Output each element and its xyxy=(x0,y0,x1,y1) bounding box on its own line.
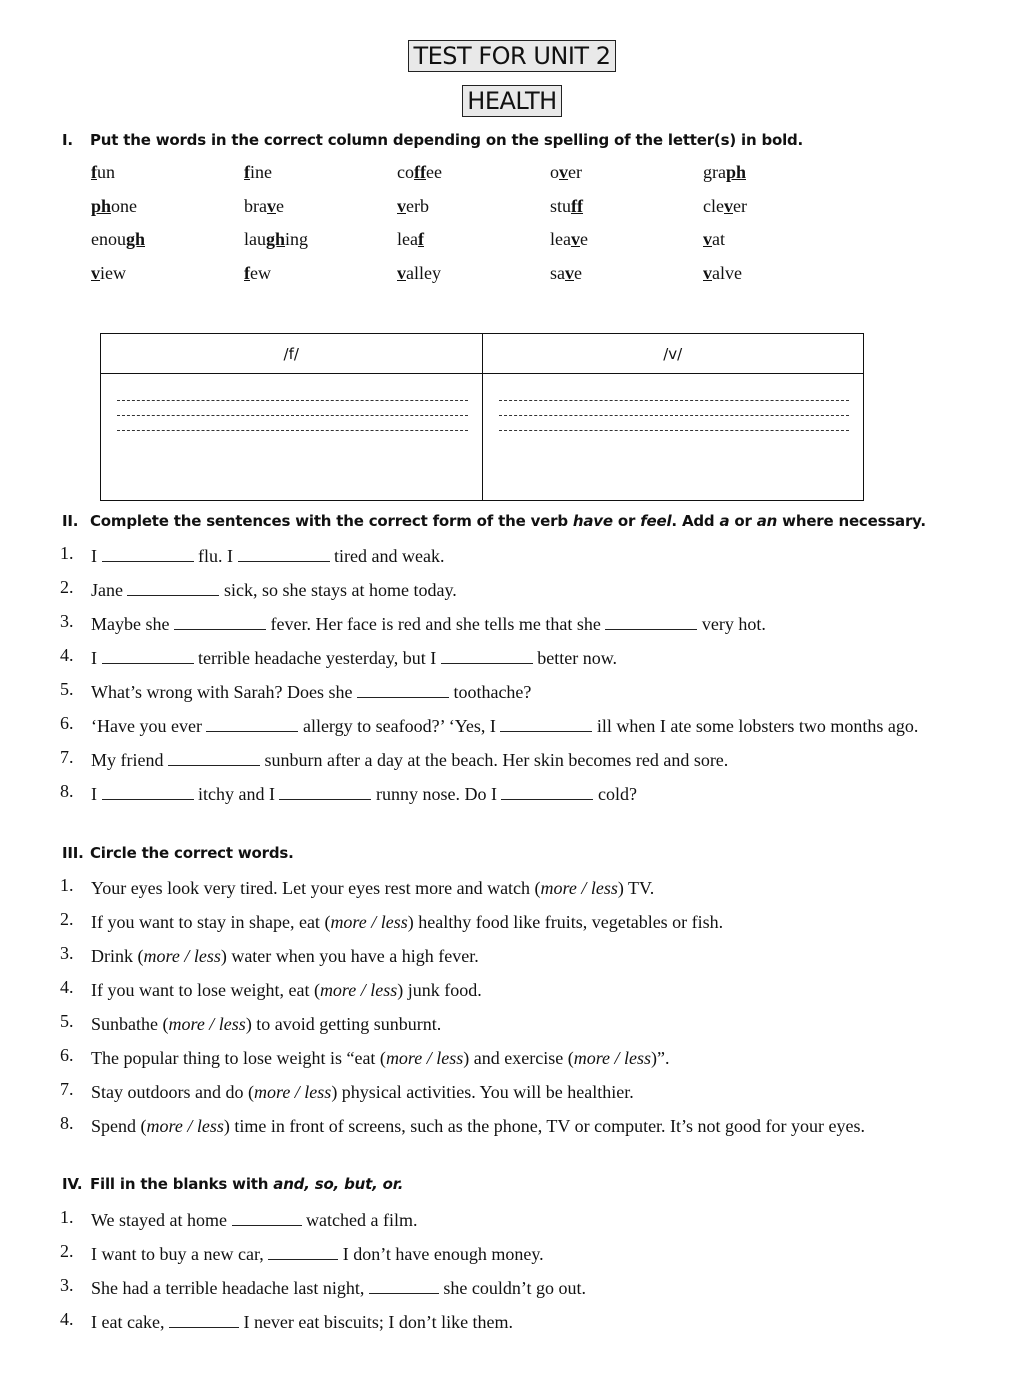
answer-blank[interactable] xyxy=(232,1213,302,1226)
item-text-fragment: I eat cake, xyxy=(91,1312,169,1332)
word-suffix: ing xyxy=(285,229,309,249)
word-bold-letters: gh xyxy=(266,229,286,249)
word-suffix: ine xyxy=(250,162,272,182)
item-text xyxy=(91,977,950,1003)
article-a: a xyxy=(719,512,730,530)
instruction-mid: . Add xyxy=(671,512,720,530)
word-prefix: bra xyxy=(244,195,267,216)
item-text-fragment: watched a film. xyxy=(306,1210,418,1230)
word-prefix: lea xyxy=(397,229,418,249)
item-text-fragment: Stay outdoors and do ( xyxy=(91,1082,254,1102)
verb-feel: feel xyxy=(640,512,672,530)
answer-blank[interactable] xyxy=(357,685,449,698)
item-number: 2. xyxy=(60,577,74,597)
list-item xyxy=(60,943,950,969)
item-text-fragment: ) healthy food like fruits, vegetables or fish. xyxy=(407,912,724,932)
item-text-fragment: The popular thing to lose weight is “eat ( xyxy=(91,1048,386,1068)
section-3-heading xyxy=(62,844,294,862)
word-prefix: gra xyxy=(703,162,726,182)
item-text xyxy=(91,713,950,739)
word-item xyxy=(703,263,856,297)
answer-blank[interactable] xyxy=(102,651,194,664)
item-text-fragment: I xyxy=(91,546,102,566)
section-4-instruction: Fill in the blanks with xyxy=(90,1175,274,1193)
item-text-fragment: Sunbathe ( xyxy=(91,1014,169,1034)
word-item xyxy=(244,162,397,196)
item-text xyxy=(91,909,950,935)
answer-line[interactable] xyxy=(117,400,468,401)
verb-have: have xyxy=(572,512,613,530)
title-row xyxy=(0,40,1024,72)
item-text xyxy=(91,1045,950,1071)
choice-options[interactable]: more / less xyxy=(253,1082,332,1102)
list-item xyxy=(60,875,950,901)
item-text-fragment: terrible headache yesterday, but I xyxy=(198,648,441,668)
item-number: 6. xyxy=(60,1045,74,1065)
word-bold-letters: v xyxy=(723,195,733,216)
item-text xyxy=(91,1011,950,1037)
word-bold-letters: v xyxy=(703,229,712,249)
answer-blank[interactable] xyxy=(441,651,533,664)
article-an: an xyxy=(756,512,778,530)
item-number: 4. xyxy=(60,645,74,665)
item-text-fragment: Drink ( xyxy=(91,946,144,966)
word-suffix: e xyxy=(275,195,284,216)
item-text-fragment: If you want to stay in shape, eat ( xyxy=(91,912,331,932)
page-title: TEST FOR UNIT 2 xyxy=(408,40,615,72)
word-suffix: un xyxy=(97,162,115,182)
item-number: 1. xyxy=(60,1207,74,1227)
word-bold-letters: f xyxy=(244,162,250,182)
conjunctions: and, so, but, or. xyxy=(273,1175,404,1193)
word-item xyxy=(397,263,550,297)
list-item xyxy=(60,1045,950,1071)
item-text-fragment: fever. Her face is red and she tells me that she xyxy=(270,614,606,634)
list-item xyxy=(60,713,950,739)
word-bold-letters: ff xyxy=(414,162,426,182)
item-text-fragment: ) time in front of screens, such as the phone, TV or computer. It’s not good for your eyes. xyxy=(223,1116,866,1136)
word-bold-letters: f xyxy=(417,229,424,249)
list-item xyxy=(60,1309,950,1335)
item-number: 4. xyxy=(60,977,74,997)
item-text-fragment: ill when I ate some lobsters two months ago. xyxy=(596,716,919,736)
item-number: 8. xyxy=(60,781,74,801)
word-prefix: lau xyxy=(244,229,266,249)
word-item xyxy=(703,162,856,196)
word-bold-letters: ph xyxy=(725,162,747,182)
word-row xyxy=(91,229,856,263)
section-3-list xyxy=(60,875,950,1147)
list-item xyxy=(60,645,950,671)
word-bold-letters: v xyxy=(570,229,580,249)
word-bold-letters: v xyxy=(559,162,568,182)
item-number: 4. xyxy=(60,1309,74,1329)
item-text xyxy=(91,747,950,773)
item-text xyxy=(91,1207,950,1233)
item-number: 7. xyxy=(60,747,74,767)
item-number: 7. xyxy=(60,1079,74,1099)
list-item xyxy=(60,1113,950,1139)
section-4-heading xyxy=(62,1175,403,1193)
section-1-heading xyxy=(62,131,803,149)
word-item xyxy=(550,196,703,230)
word-bold-letters: ph xyxy=(91,195,112,216)
list-item xyxy=(60,577,950,603)
item-text-fragment: Spend ( xyxy=(91,1116,147,1136)
list-item xyxy=(60,747,950,773)
word-bold-letters: v xyxy=(565,262,574,283)
item-text xyxy=(91,577,950,603)
column-f-answers[interactable] xyxy=(101,374,483,501)
word-item xyxy=(550,263,703,297)
answer-blank[interactable] xyxy=(500,719,592,732)
list-item xyxy=(60,977,950,1003)
word-row xyxy=(91,162,856,196)
answer-blank[interactable] xyxy=(501,787,593,800)
item-number: 3. xyxy=(60,943,74,963)
word-bold-letters: v xyxy=(703,262,712,283)
word-suffix: iew xyxy=(100,262,126,283)
word-prefix: co xyxy=(397,162,414,182)
item-text xyxy=(91,1275,950,1301)
item-number: 6. xyxy=(60,713,74,733)
choice-options[interactable]: more / less xyxy=(330,912,408,932)
answer-line[interactable] xyxy=(499,400,850,401)
item-text-fragment: ) to avoid getting sunburnt. xyxy=(245,1014,442,1034)
word-bold-letters: v xyxy=(91,262,100,283)
answer-blank[interactable] xyxy=(168,753,260,766)
list-item xyxy=(60,543,950,569)
answer-line[interactable] xyxy=(117,415,468,416)
word-suffix: erb xyxy=(406,195,429,216)
word-bold-letters: f xyxy=(91,162,97,182)
item-text-fragment: toothache? xyxy=(453,682,532,702)
item-text-fragment: flu. I xyxy=(198,546,238,566)
word-suffix: ee xyxy=(426,162,442,182)
item-text-fragment: runny nose. Do I xyxy=(375,784,502,804)
word-item xyxy=(244,263,397,297)
word-item xyxy=(91,263,244,297)
item-text-fragment: I don’t have enough money. xyxy=(342,1244,544,1264)
item-text-fragment: itchy and I xyxy=(198,784,280,804)
answer-line[interactable] xyxy=(499,415,850,416)
answer-blank[interactable] xyxy=(605,617,697,630)
section-1-instruction: Put the words in the correct column depending on the spelling of the letter(s) in bold. xyxy=(90,131,804,149)
item-text xyxy=(91,943,950,969)
page-subtitle: HEALTH xyxy=(462,85,561,117)
word-prefix: cle xyxy=(703,195,724,216)
item-text xyxy=(91,781,950,807)
item-text xyxy=(91,679,950,705)
section-1-number: I. xyxy=(62,131,73,149)
item-text xyxy=(91,875,950,901)
list-item xyxy=(60,909,950,935)
item-text-fragment: ‘Have you ever xyxy=(91,716,207,736)
item-text-fragment: ) physical activities. You will be healthier. xyxy=(331,1082,634,1102)
item-text-fragment: My friend xyxy=(91,750,168,770)
subtitle-row xyxy=(0,85,1024,117)
item-text-fragment: she couldn’t go out. xyxy=(443,1278,587,1298)
item-text-fragment: )”. xyxy=(651,1048,670,1068)
word-suffix: e xyxy=(574,262,582,283)
word-item xyxy=(550,162,703,196)
answer-blank[interactable] xyxy=(102,787,194,800)
list-item xyxy=(60,1241,950,1267)
answer-blank[interactable] xyxy=(279,787,371,800)
section-3-number: III. xyxy=(62,844,84,862)
item-text-fragment: sick, so she stays at home today. xyxy=(223,580,457,600)
choice-options[interactable]: more / less xyxy=(573,1048,652,1068)
item-text-fragment: better now. xyxy=(537,648,618,668)
word-item xyxy=(91,196,244,230)
item-number: 2. xyxy=(60,909,74,929)
item-text xyxy=(91,611,950,637)
word-prefix: lea xyxy=(550,229,571,249)
word-bold-letters: v xyxy=(266,195,276,216)
item-text-fragment: very hot. xyxy=(701,614,766,634)
word-bold-letters: f xyxy=(244,262,250,283)
item-text-fragment: Your eyes look very tired. Let your eyes rest more and watch ( xyxy=(91,878,541,898)
answer-line[interactable] xyxy=(499,430,850,431)
section-3-instruction: Circle the correct words. xyxy=(90,844,294,862)
list-item xyxy=(60,1207,950,1233)
section-2-list xyxy=(60,543,950,815)
item-text xyxy=(91,1113,950,1139)
item-text-fragment: Maybe she xyxy=(91,614,174,634)
column-header-f: /f/ xyxy=(101,334,483,374)
word-item xyxy=(397,196,550,230)
word-bold-letters: v xyxy=(397,262,406,283)
sorting-table xyxy=(100,333,864,501)
item-text-fragment: I xyxy=(91,648,102,668)
word-suffix: er xyxy=(568,162,582,182)
item-text-fragment: I never eat biscuits; I don’t like them. xyxy=(243,1312,514,1332)
word-item xyxy=(91,162,244,196)
item-text-fragment: We stayed at home xyxy=(91,1210,232,1230)
item-number: 1. xyxy=(60,543,74,563)
instruction-or: or xyxy=(612,512,641,530)
section-2-instruction: Complete the sentences with the correct form of the verb xyxy=(90,512,573,530)
list-item xyxy=(60,679,950,705)
word-grid xyxy=(91,162,856,296)
item-text-fragment: Jane xyxy=(91,580,128,600)
list-item xyxy=(60,1079,950,1105)
list-item xyxy=(60,781,950,807)
word-suffix: alve xyxy=(712,262,742,283)
answer-blank[interactable] xyxy=(102,549,194,562)
section-4-number: IV. xyxy=(62,1175,83,1193)
word-item xyxy=(244,229,397,263)
instruction-post: where necessary. xyxy=(777,512,926,530)
word-item xyxy=(703,196,856,230)
item-text-fragment: What’s wrong with Sarah? Does she xyxy=(91,682,357,702)
word-suffix: ew xyxy=(250,262,271,283)
word-row xyxy=(91,196,856,230)
choice-options[interactable]: more / less xyxy=(319,980,398,1000)
word-item xyxy=(550,229,703,263)
word-item xyxy=(397,229,550,263)
item-text xyxy=(91,645,950,671)
answer-blank[interactable] xyxy=(238,549,330,562)
word-suffix: alley xyxy=(406,262,441,283)
instruction-or: or xyxy=(729,512,757,530)
column-v-answers[interactable] xyxy=(482,374,864,501)
answer-blank[interactable] xyxy=(268,1247,338,1260)
item-text-fragment: I want to buy a new car, xyxy=(91,1244,269,1264)
word-suffix: er xyxy=(732,195,747,216)
item-number: 8. xyxy=(60,1113,74,1133)
word-row xyxy=(91,263,856,297)
answer-blank[interactable] xyxy=(369,1281,439,1294)
word-suffix: one xyxy=(111,195,138,216)
word-prefix: enou xyxy=(91,229,126,249)
word-suffix: e xyxy=(579,229,588,249)
word-prefix: sa xyxy=(550,262,565,283)
answer-line[interactable] xyxy=(117,430,468,431)
item-number: 2. xyxy=(60,1241,74,1261)
answer-blank[interactable] xyxy=(174,617,266,630)
item-text-fragment: ) junk food. xyxy=(397,980,482,1000)
section-4-list xyxy=(60,1207,950,1343)
word-bold-letters: v xyxy=(397,195,406,216)
item-number: 3. xyxy=(60,1275,74,1295)
item-text-fragment: I xyxy=(91,784,102,804)
item-number: 5. xyxy=(60,1011,74,1031)
item-text-fragment: If you want to lose weight, eat ( xyxy=(91,980,320,1000)
item-number: 3. xyxy=(60,611,74,631)
item-text-fragment: sunburn after a day at the beach. Her skin becomes red and sore. xyxy=(264,750,729,770)
word-item xyxy=(703,229,856,263)
item-number: 5. xyxy=(60,679,74,699)
item-text-fragment: ) TV. xyxy=(617,878,655,898)
word-item xyxy=(397,162,550,196)
item-text-fragment: ) water when you have a high fever. xyxy=(220,946,479,966)
item-text-fragment: allergy to seafood?’ ‘Yes, I xyxy=(302,716,501,736)
choice-options[interactable]: more / less xyxy=(168,1014,246,1034)
answer-blank[interactable] xyxy=(127,583,219,596)
item-text xyxy=(91,543,950,569)
item-text xyxy=(91,1309,950,1335)
word-item xyxy=(91,229,244,263)
choice-options[interactable]: more / less xyxy=(540,878,618,898)
item-text-fragment: ) and exercise ( xyxy=(463,1048,574,1068)
list-item xyxy=(60,1275,950,1301)
choice-options[interactable]: more / less xyxy=(143,946,221,966)
section-2-heading xyxy=(62,512,926,530)
item-text-fragment: cold? xyxy=(597,784,637,804)
section-2-number: II. xyxy=(62,512,79,530)
list-item xyxy=(60,1011,950,1037)
item-text xyxy=(91,1241,950,1267)
answer-blank[interactable] xyxy=(206,719,298,732)
word-bold-letters: ff xyxy=(571,195,584,216)
word-bold-letters: gh xyxy=(126,229,146,249)
choice-options[interactable]: more / less xyxy=(385,1048,464,1068)
item-number: 1. xyxy=(60,875,74,895)
choice-options[interactable]: more / less xyxy=(146,1116,224,1136)
column-header-v: /v/ xyxy=(482,334,864,374)
word-suffix: at xyxy=(712,229,725,249)
item-text-fragment: She had a terrible headache last night, xyxy=(91,1278,369,1298)
word-item xyxy=(244,196,397,230)
item-text-fragment: tired and weak. xyxy=(334,546,445,566)
word-prefix: stu xyxy=(550,195,572,216)
item-text xyxy=(91,1079,950,1105)
list-item xyxy=(60,611,950,637)
answer-blank[interactable] xyxy=(169,1315,239,1328)
word-prefix: o xyxy=(550,162,559,182)
